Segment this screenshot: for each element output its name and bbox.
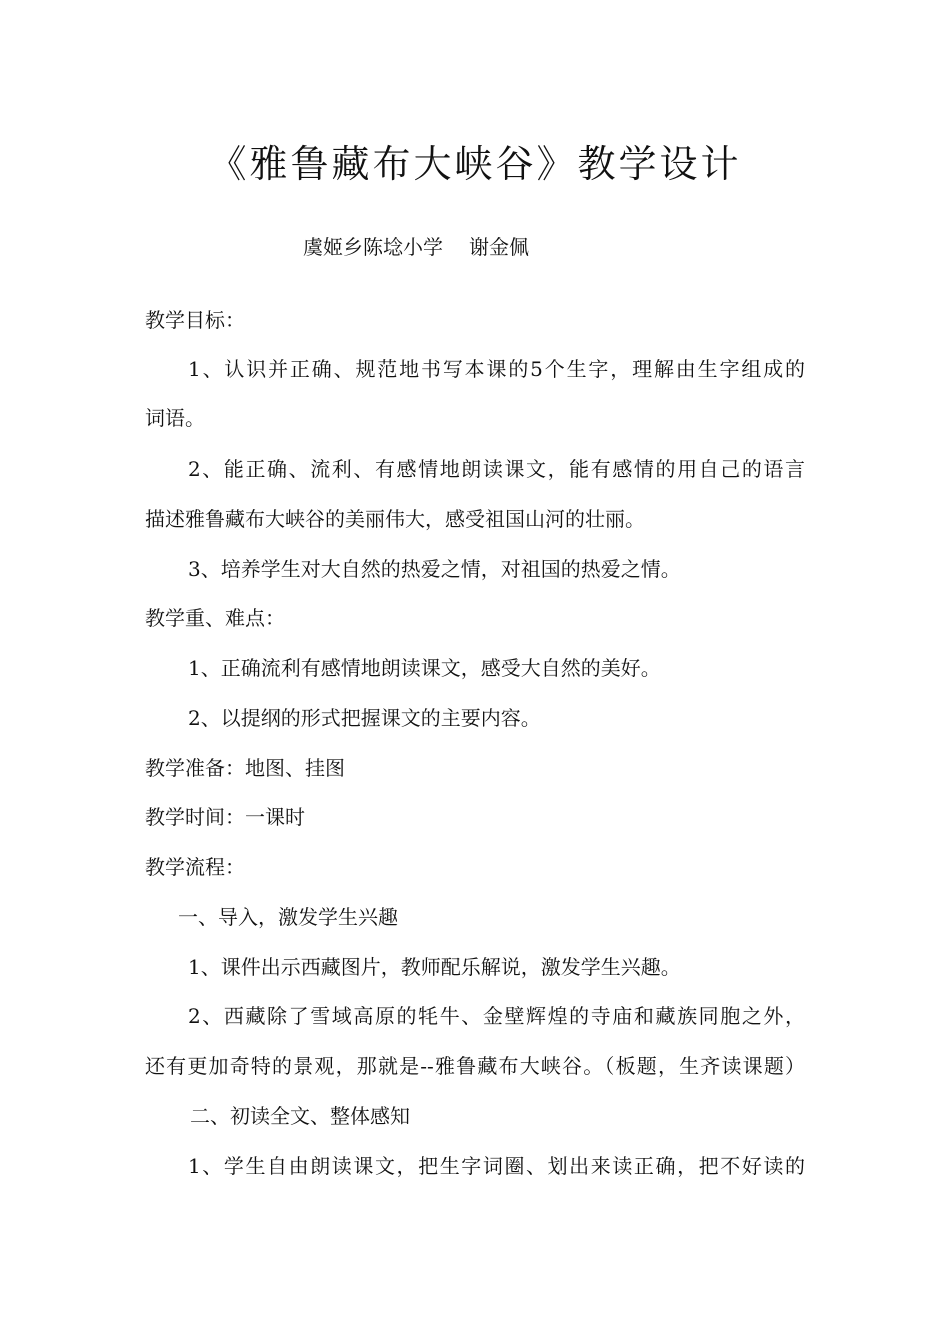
paragraph-line: 2、以提纲的形式把握课文的主要内容。 bbox=[188, 706, 541, 730]
section-heading-process: 教学流程： bbox=[145, 855, 245, 879]
section-heading-key-points: 教学重、难点： bbox=[145, 606, 285, 630]
step-heading-intro: 一、导入，激发学生兴趣 bbox=[178, 905, 398, 929]
author-school: 虞姬乡陈埝小学 bbox=[303, 235, 443, 259]
paragraph-line: 1、课件出示西藏图片，教师配乐解说，激发学生兴趣。 bbox=[188, 955, 681, 979]
document-title: 《雅鲁藏布大峡谷》教学设计 bbox=[208, 142, 742, 186]
paragraph-line: 1、学生自由朗读课文，把生字词圈、划出来读正确，把不好读的 bbox=[188, 1154, 805, 1178]
paragraph-line: 2、能正确、流利、有感情地朗读课文，能有感情的用自己的语言 bbox=[188, 457, 805, 481]
step-heading-first-reading: 二、初读全文、整体感知 bbox=[190, 1104, 410, 1128]
paragraph-line: 还有更加奇特的景观，那就是--雅鲁藏布大峡谷。（板题，生齐读课题） bbox=[145, 1054, 805, 1078]
section-heading-preparation: 教学准备：地图、挂图 bbox=[145, 756, 345, 780]
section-heading-time: 教学时间：一课时 bbox=[145, 805, 305, 829]
paragraph-line: 描述雅鲁藏布大峡谷的美丽伟大，感受祖国山河的壮丽。 bbox=[145, 507, 645, 531]
paragraph-line: 1、认识并正确、规范地书写本课的5个生字，理解由生字组成的 bbox=[188, 357, 805, 381]
paragraph-line: 3、培养学生对大自然的热爱之情，对祖国的热爱之情。 bbox=[188, 557, 681, 581]
paragraph-line: 词语。 bbox=[145, 406, 205, 430]
paragraph-line: 1、正确流利有感情地朗读课文，感受大自然的美好。 bbox=[188, 656, 661, 680]
author-name: 谢金佩 bbox=[469, 235, 529, 259]
author-line bbox=[303, 232, 529, 262]
section-heading-objectives: 教学目标： bbox=[145, 308, 245, 332]
paragraph-line: 2、西藏除了雪域高原的牦牛、金壁辉煌的寺庙和藏族同胞之外， bbox=[188, 1004, 805, 1028]
